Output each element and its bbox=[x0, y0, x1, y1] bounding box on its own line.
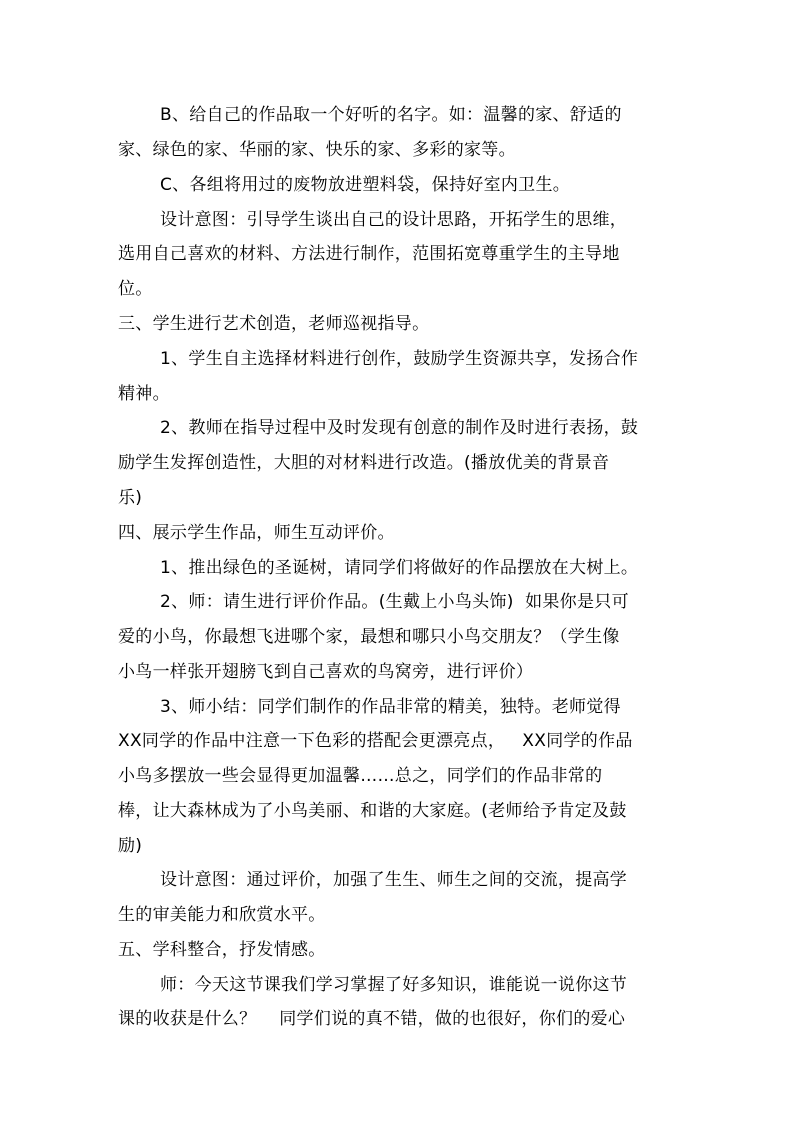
text-line: 设计意图：通过评价，加强了生生、师生之间的交流，提高学 bbox=[160, 870, 628, 890]
text-line: 设计意图：引导学生谈出自己的设计思路，开拓学生的思维， bbox=[160, 210, 628, 230]
text-line: 小鸟多摆放一些会显得更加温馨……总之，同学们的作品非常的 bbox=[118, 766, 603, 786]
text-line: 师：今天这节课我们学习掌握了好多知识，谁能说一说你这节 bbox=[160, 975, 628, 995]
text-line: 1、推出绿色的圣诞树，请同学们将做好的作品摆放在大树上。 bbox=[160, 558, 639, 578]
text-line: 家、绿色的家、华丽的家、快乐的家、多彩的家等。 bbox=[118, 140, 516, 160]
text-line: 3、师小结：同学们制作的作品非常的精美，独特。老师觉得 bbox=[160, 697, 621, 717]
text-line: B、给自己的作品取一个好听的名字。如：温馨的家、舒适的 bbox=[160, 105, 622, 125]
text-line: XX同学的作品中注意一下色彩的搭配会更漂亮点， XX同学的作品 bbox=[118, 731, 633, 751]
text-line: 小鸟一样张开翅膀飞到自己喜欢的鸟窝旁，进行评价） bbox=[118, 662, 534, 682]
text-line: 生的审美能力和欣赏水平。 bbox=[118, 905, 326, 925]
text-line: C、各组将用过的废物放进塑料袋，保持好室内卫生。 bbox=[160, 175, 571, 195]
text-line: 选用自己喜欢的材料、方法进行制作，范围拓宽尊重学生的主导地 bbox=[118, 244, 620, 264]
text-line: 励学生发挥创造性，大胆的对材料进行改造。(播放优美的背景音 bbox=[118, 453, 610, 473]
section-heading: 五、学科整合，抒发情感。 bbox=[118, 940, 326, 960]
text-line: 2、教师在指导过程中及时发现有创意的制作及时进行表扬，鼓 bbox=[160, 418, 639, 438]
text-line: 位。 bbox=[118, 279, 153, 299]
text-line: 爱的小鸟，你最想飞进哪个家，最想和哪只小鸟交朋友？（学生像 bbox=[118, 627, 620, 647]
text-line: 精神。 bbox=[118, 384, 170, 404]
section-heading: 三、学生进行艺术创造，老师巡视指导。 bbox=[118, 314, 430, 334]
text-line: 1、学生自主选择材料进行创作，鼓励学生资源共享，发扬合作 bbox=[160, 349, 639, 369]
section-heading: 四、展示学生作品，师生互动评价。 bbox=[118, 523, 395, 543]
text-line: 励) bbox=[118, 836, 143, 856]
text-line: 2、师：请生进行评价作品。(生戴上小鸟头饰) 如果你是只可 bbox=[160, 592, 629, 612]
text-line: 乐) bbox=[118, 488, 143, 508]
text-line: 棒，让大森林成为了小鸟美丽、和谐的大家庭。(老师给予肯定及鼓 bbox=[118, 801, 627, 821]
text-line: 课的收获是什么？ 同学们说的真不错，做的也很好，你们的爱心 bbox=[118, 1009, 626, 1029]
